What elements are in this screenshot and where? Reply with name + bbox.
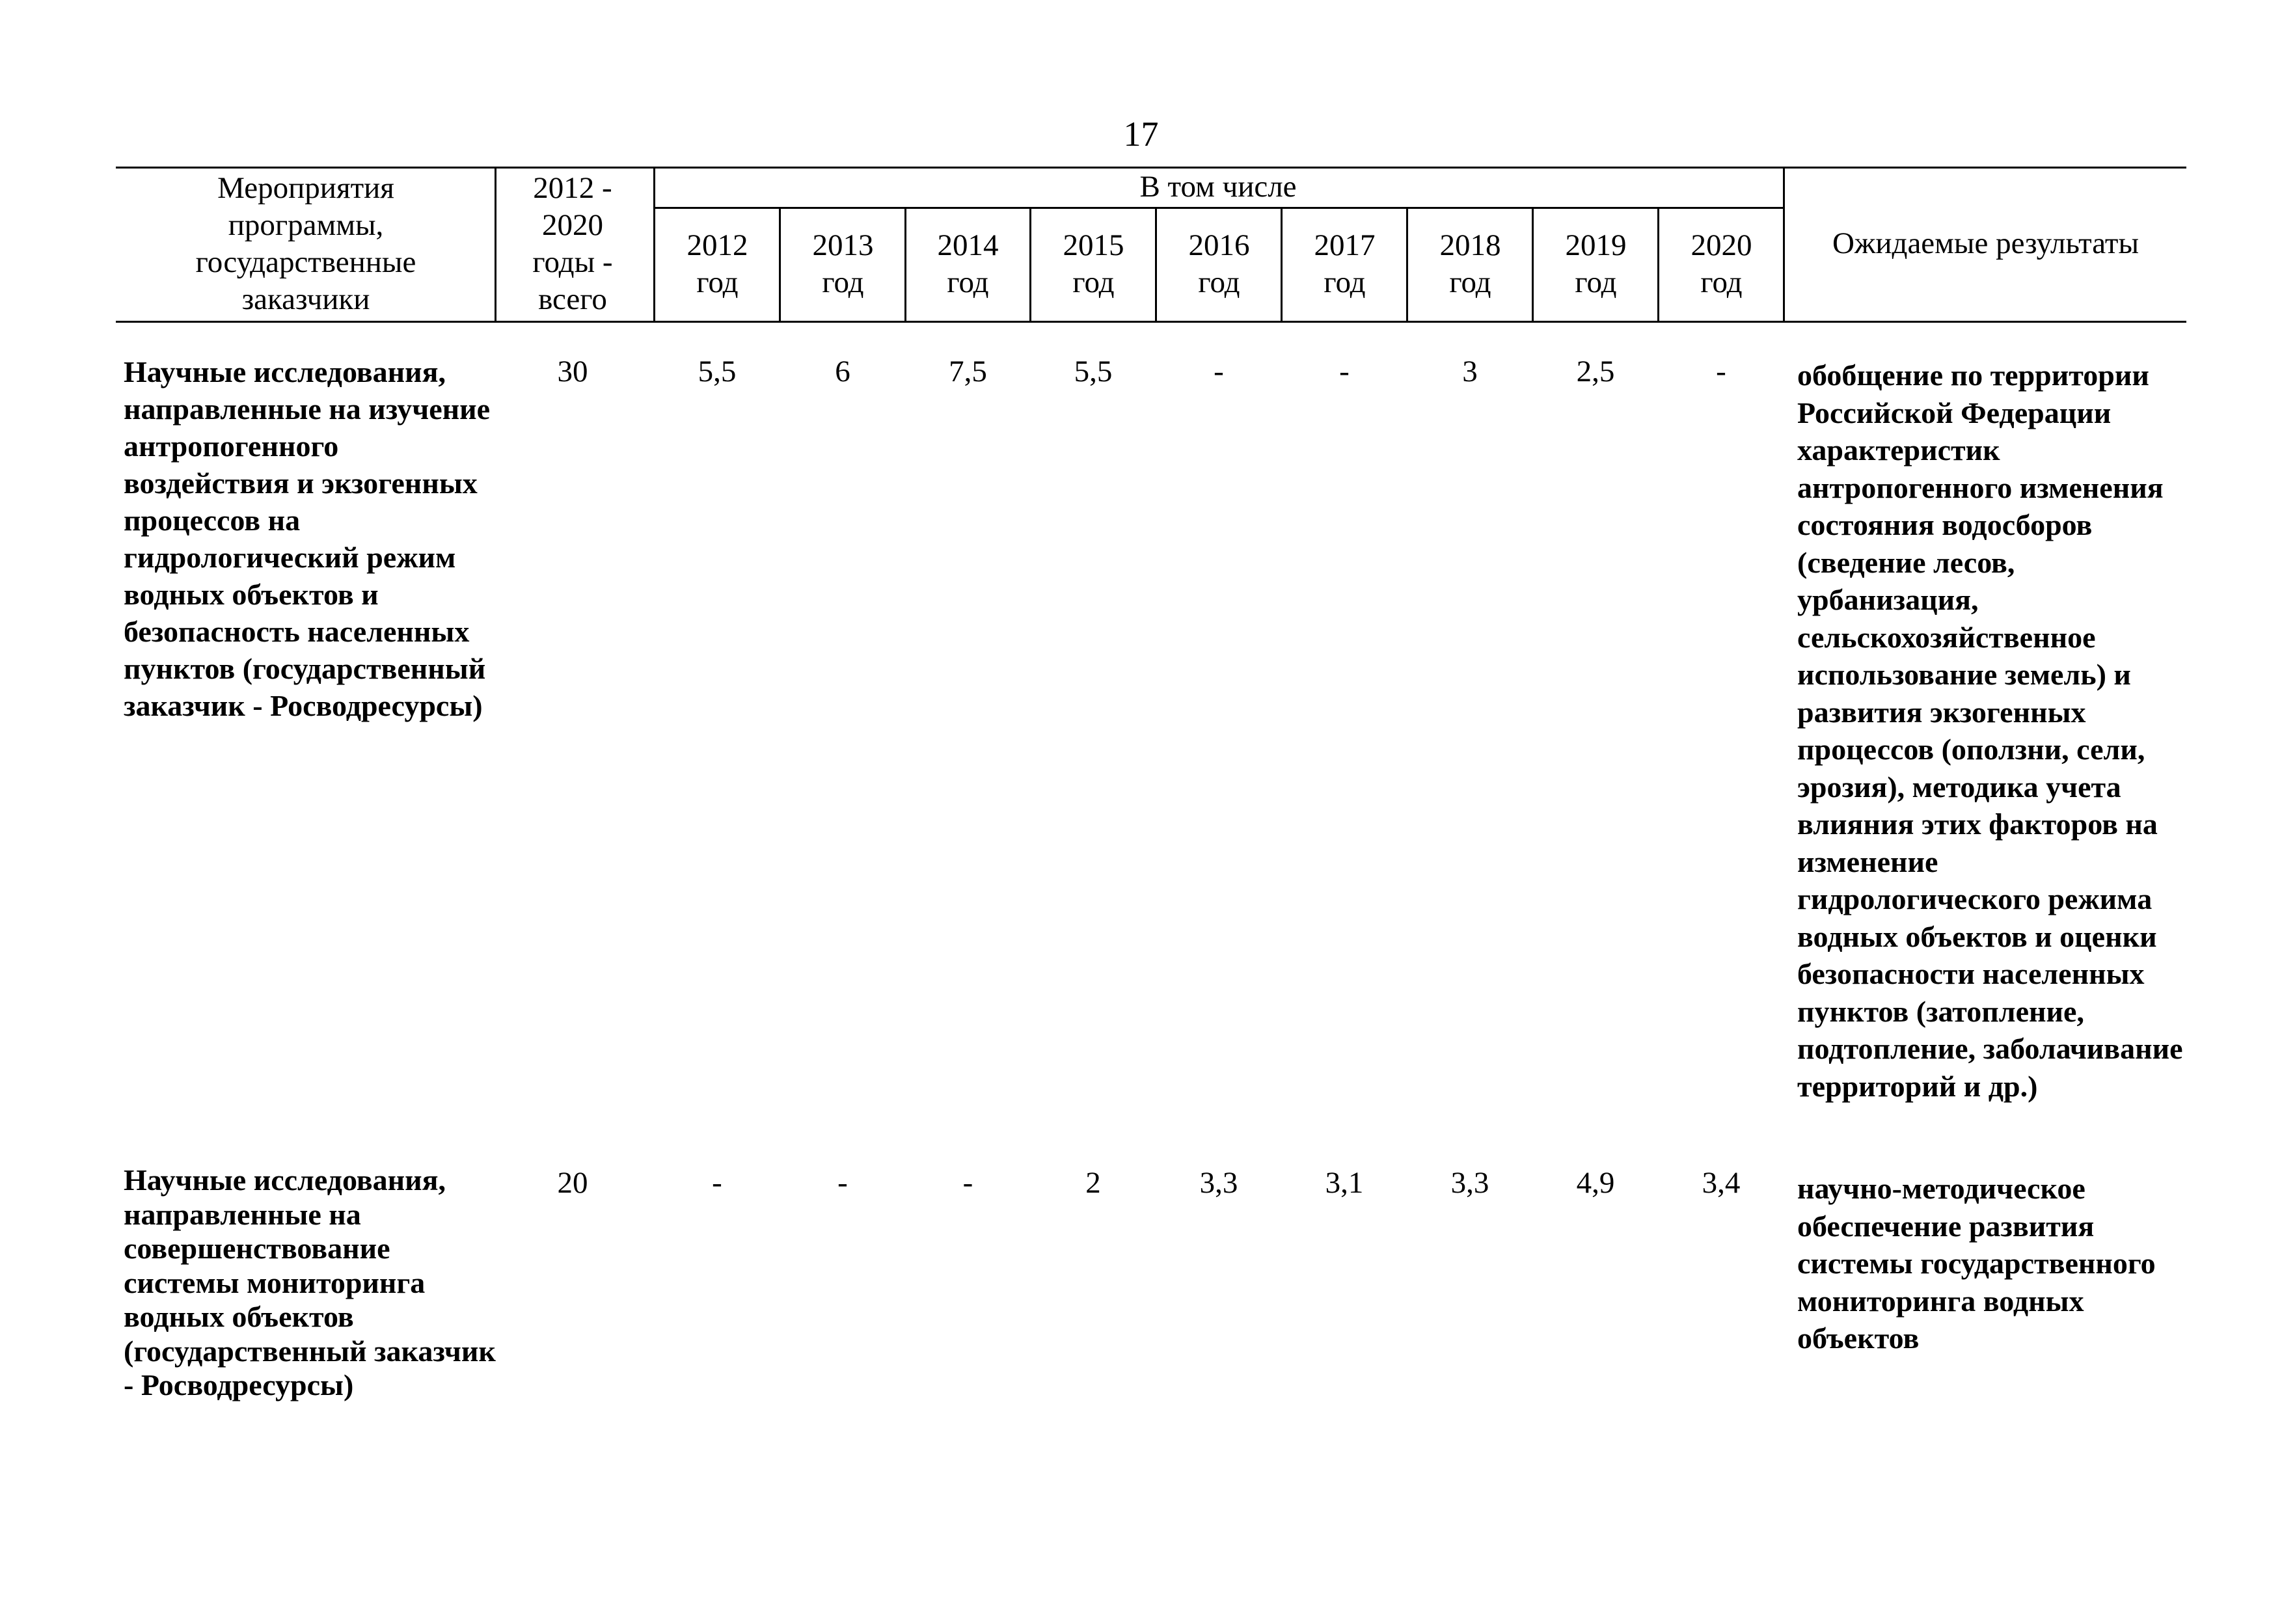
header-year-2014: 2014 год [937,228,999,299]
column-divider [904,207,906,323]
header-year-2015: 2015 год [1063,228,1124,299]
table-row-1-2019: 2,5 [1576,355,1615,388]
column-divider [1155,207,1157,323]
header-year-2018: 2018 год [1439,228,1501,299]
table-row-2-2017: 3,1 [1325,1166,1364,1200]
column-divider [1281,207,1283,323]
table-header-bottom-rule [116,321,2186,323]
table-row-1-2012: 5,5 [698,355,737,388]
table-row-2-2015: 2 [1085,1166,1101,1200]
table-row-2-2020: 3,4 [1702,1166,1741,1200]
table-row-1-2014: 7,5 [949,355,987,388]
column-divider [1029,207,1031,323]
table-row-1-2016: - [1214,355,1224,388]
header-year-2012: 2012 год [686,228,748,299]
header-year-2020: 2020 год [1691,228,1752,299]
table-row-1-total: 30 [557,355,588,388]
table-row-2-measure: Научные исследования, направленные на совершенствование системы мониторинга водных объектов (государственный заказчик - Росводресурсы) [124,1163,496,1401]
table-row-2-2018: 3,3 [1450,1166,1489,1200]
column-divider [779,207,781,323]
table-row-2-2012: - [712,1166,722,1200]
table-row-2-2013: - [837,1166,848,1200]
table-row-1-2017: - [1339,355,1350,388]
table-row-2-2016: 3,3 [1199,1166,1238,1200]
column-divider [1657,207,1659,323]
table-row-2-total: 20 [557,1166,588,1200]
table-row-1-2015: 5,5 [1074,355,1113,388]
table-row-1-measure: Научные исследования, направленные на изучение антропогенного воздействия и экзогенных процессов на гидрологический режим водных объектов и безопасность населенных пунктов (государственный заказчик - Росводресурсы) [124,355,491,722]
header-results: Ожидаемые результаты [1832,226,2139,260]
table-row-2-2019: 4,9 [1576,1166,1615,1200]
table-row-1-2018: 3 [1462,355,1478,388]
table-row-1-2020: - [1716,355,1726,388]
table-row-2-result: научно-методическое обеспечение развития системы государственного мониторинга водных объектов [1797,1172,2156,1355]
column-divider [1532,207,1534,323]
column-divider [495,167,496,323]
table-row-1-2013: 6 [835,355,850,388]
header-measures: Мероприятия программы, государственные заказчики [195,170,416,316]
table-row-1-result: обобщение по территории Российской Федерации характеристик антропогенного изменения состояния водосборов (сведение лесов, урбанизация, сельскохозяйственное использование земель) и развития экзогенных процессов (оползни, сели, эрозия), методика учета влияния этих факторов на изменение гидрологического режима водных объектов и оценки безопасности населенных пунктов (затопление, подтопление, заболачивание территорий и др.) [1797,359,2183,1103]
table-row-2-2014: - [962,1166,973,1200]
header-year-2017: 2017 год [1314,228,1376,299]
page-number: 17 [1123,115,1159,154]
column-divider [1406,207,1408,323]
header-year-2013: 2013 год [812,228,874,299]
header-year-2016: 2016 год [1188,228,1250,299]
header-group-including: В том числе [1139,169,1297,204]
header-year-2019: 2019 год [1565,228,1627,299]
header-total: 2012 - 2020 годы - всего [532,170,613,316]
